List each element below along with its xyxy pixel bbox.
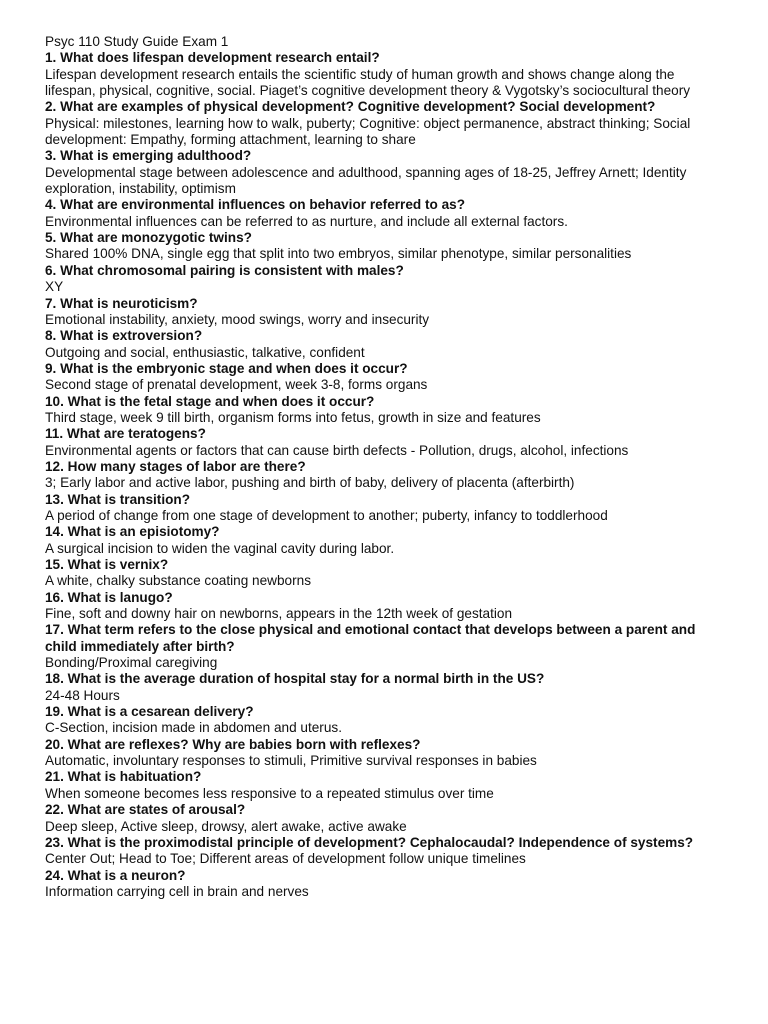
document-title: Psyc 110 Study Guide Exam 1 bbox=[45, 34, 229, 49]
answer-text: When someone becomes less responsive to a repeated stimulus over time bbox=[45, 785, 494, 801]
qa-item bbox=[45, 99, 728, 148]
answer-text: C-Section, incision made in abdomen and uterus. bbox=[45, 720, 342, 736]
question-text: 11. What are teratogens? bbox=[45, 426, 206, 442]
answer-text: Outgoing and social, enthusiastic, talkative, confident bbox=[45, 344, 365, 360]
answer-text: Deep sleep, Active sleep, drowsy, alert awake, active awake bbox=[45, 818, 407, 834]
qa-item bbox=[45, 492, 728, 525]
answer-text: 3; Early labor and active labor, pushing and birth of baby, delivery of placenta (afterbirth) bbox=[45, 475, 575, 491]
qa-item bbox=[45, 394, 728, 427]
answer-text: Shared 100% DNA, single egg that split into two embryos, similar phenotype, similar personalities bbox=[45, 246, 632, 262]
question-text: 5. What are monozygotic twins? bbox=[45, 230, 252, 246]
question-text: 20. What are reflexes? Why are babies born with reflexes? bbox=[45, 736, 421, 752]
question-text: 10. What is the fetal stage and when does it occur? bbox=[45, 393, 375, 409]
answer-text: Lifespan development research entails the scientific study of human growth and shows change along the lifespan, physical, cognitive, social. Piaget’s cognitive development theory & Vygotsky’s sociocultural theory bbox=[45, 66, 691, 99]
question-text: 17. What term refers to the close physical and emotional contact that develops between a parent and child immediately after birth? bbox=[45, 622, 696, 654]
answer-text: Second stage of prenatal development, week 3-8, forms organs bbox=[45, 377, 428, 393]
answer-text: A surgical incision to widen the vaginal cavity during labor. bbox=[45, 540, 395, 556]
qa-item bbox=[45, 737, 728, 770]
answer-text: 24-48 Hours bbox=[45, 687, 120, 703]
qa-item bbox=[45, 868, 728, 901]
answer-text: Automatic, involuntary responses to stimuli, Primitive survival responses in babies bbox=[45, 753, 537, 769]
question-text: 15. What is vernix? bbox=[45, 557, 169, 572]
qa-item bbox=[45, 426, 728, 459]
question-text: 3. What is emerging adulthood? bbox=[45, 148, 252, 164]
question-text: 19. What is a cesarean delivery? bbox=[45, 704, 254, 720]
question-text: 16. What is lanugo? bbox=[45, 589, 173, 605]
qa-item bbox=[45, 230, 728, 263]
qa-item bbox=[45, 328, 728, 361]
qa-item bbox=[45, 197, 728, 230]
question-text: 14. What is an episiotomy? bbox=[45, 524, 220, 540]
question-answer-list bbox=[45, 50, 728, 900]
answer-text: Emotional instability, anxiety, mood swings, worry and insecurity bbox=[45, 311, 430, 327]
question-text: 12. How many stages of labor are there? bbox=[45, 458, 306, 474]
qa-item bbox=[45, 524, 728, 557]
answer-text: Third stage, week 9 till birth, organism forms into fetus, growth in size and features bbox=[45, 409, 541, 425]
qa-item bbox=[45, 590, 728, 623]
qa-item bbox=[45, 835, 728, 868]
qa-item bbox=[45, 459, 728, 492]
answer-text: Information carrying cell in brain and nerves bbox=[45, 883, 309, 899]
question-text: 13. What is transition? bbox=[45, 491, 191, 507]
answer-text: A white, chalky substance coating newborns bbox=[45, 573, 311, 589]
qa-item bbox=[45, 296, 728, 329]
question-text: 23. What is the proximodistal principle of development? Cephalocaudal? Independence of systems? bbox=[45, 834, 694, 850]
qa-item bbox=[45, 769, 728, 802]
qa-item bbox=[45, 263, 728, 296]
answer-text: Developmental stage between adolescence and adulthood, spanning ages of 18-25, Jeffrey Arnett; Identity exploration, instability, optimism bbox=[45, 164, 687, 197]
answer-text: A period of change from one stage of development to another; puberty, infancy to toddlerhood bbox=[45, 507, 608, 523]
answer-text: Environmental influences can be referred to as nurture, and include all external factors. bbox=[45, 213, 568, 229]
answer-text: Environmental agents or factors that can cause birth defects - Pollution, drugs, alcohol, infections bbox=[45, 442, 629, 458]
question-text: 18. What is the average duration of hospital stay for a normal birth in the US? bbox=[45, 671, 545, 687]
question-text: 2. What are examples of physical development? Cognitive development? Social development? bbox=[45, 99, 656, 115]
qa-item bbox=[45, 704, 728, 737]
qa-item bbox=[45, 148, 728, 197]
answer-text: XY bbox=[45, 279, 64, 295]
question-text: 21. What is habituation? bbox=[45, 769, 202, 785]
qa-item bbox=[45, 50, 728, 99]
qa-item bbox=[45, 361, 728, 394]
answer-text: Bonding/Proximal caregiving bbox=[45, 655, 218, 671]
qa-item bbox=[45, 622, 728, 671]
qa-item bbox=[45, 557, 728, 590]
question-text: 6. What chromosomal pairing is consistent with males? bbox=[45, 262, 404, 278]
qa-item bbox=[45, 802, 728, 835]
question-text: 1. What does lifespan development research entail? bbox=[45, 50, 380, 66]
answer-text: Fine, soft and downy hair on newborns, appears in the 12th week of gestation bbox=[45, 606, 513, 622]
question-text: 8. What is extroversion? bbox=[45, 328, 203, 344]
question-text: 9. What is the embryonic stage and when does it occur? bbox=[45, 360, 408, 376]
answer-text: Physical: milestones, learning how to walk, puberty; Cognitive: object permanence, abstract thinking; Social development: Empathy, forming attachment, learning to share bbox=[45, 115, 691, 148]
qa-item bbox=[45, 671, 728, 704]
question-text: 22. What are states of arousal? bbox=[45, 802, 246, 818]
question-text: 7. What is neuroticism? bbox=[45, 295, 198, 311]
question-text: 24. What is a neuron? bbox=[45, 867, 186, 883]
answer-text: Center Out; Head to Toe; Different areas of development follow unique timelines bbox=[45, 851, 526, 867]
question-text: 4. What are environmental influences on behavior referred to as? bbox=[45, 197, 466, 213]
